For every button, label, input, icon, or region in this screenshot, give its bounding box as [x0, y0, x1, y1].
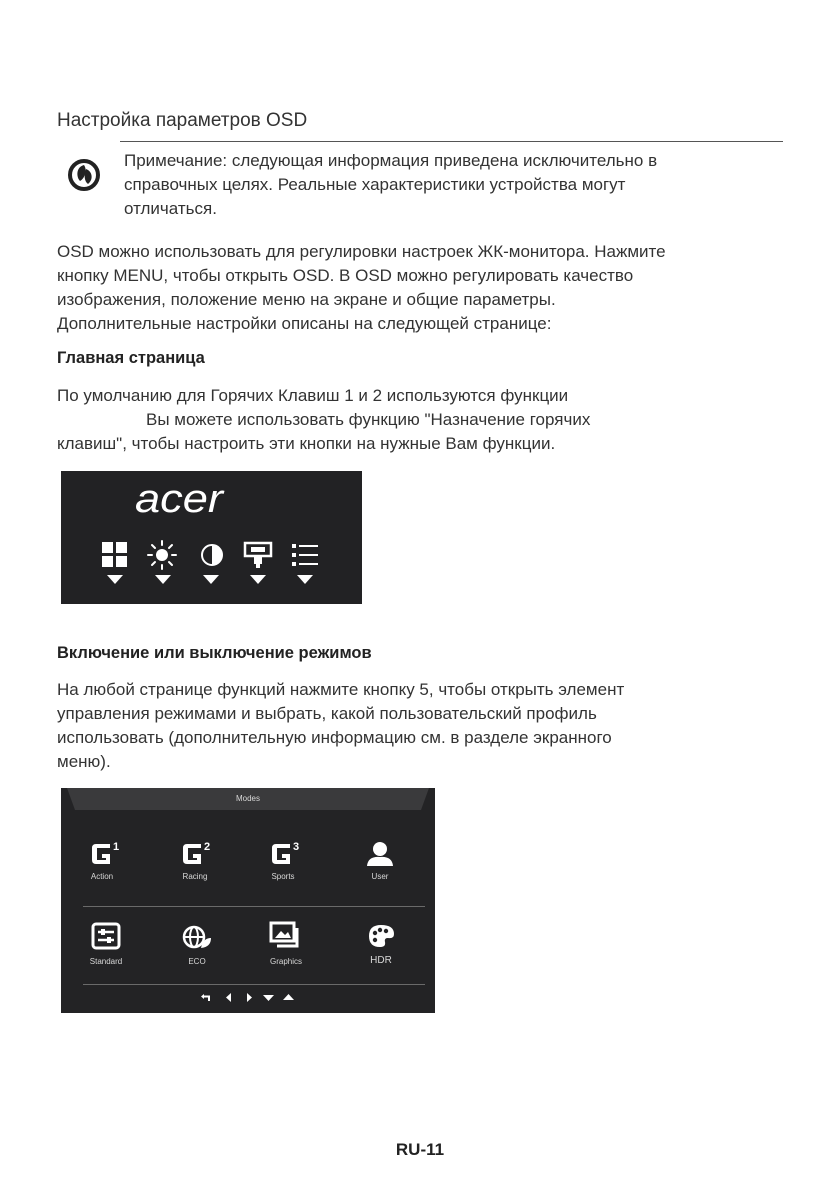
- hotkey-4-arrow-icon: [250, 575, 266, 585]
- mode-label-graphics: Graphics: [269, 957, 302, 966]
- acer-logo: [104, 478, 254, 522]
- mode-label-sports: Sports: [271, 872, 295, 881]
- osd-modes-panel: [61, 788, 435, 1013]
- grid-icon: [100, 540, 130, 570]
- intro-paragraph: OSD можно использовать для регулировки настроек ЖК-монитора. Нажмите кнопку MENU, чтобы открыть OSD. В OSD можно регулировать качество изображения, положение меню на экране и общие параметры. Дополнительные настройки описаны на следующей странице:: [57, 242, 666, 333]
- mode-graphics-icon[interactable]: [269, 920, 301, 952]
- mode-standard-icon[interactable]: [90, 920, 122, 952]
- mode-label-eco: ECO: [188, 957, 206, 966]
- mode-label-action: Action: [90, 872, 114, 881]
- hotkey-2-arrow-icon: [155, 575, 171, 585]
- svg-text:3: 3: [292, 841, 300, 853]
- svg-text:2: 2: [203, 841, 211, 853]
- note-text: Примечание: следующая информация приведена исключительно в справочных целях. Реальные характеристики устройства могут отличаться.: [124, 151, 658, 218]
- mode-action-icon[interactable]: [88, 838, 120, 870]
- back-icon[interactable]: [201, 993, 212, 1002]
- menu-list-icon: [290, 540, 320, 570]
- mode-user-icon[interactable]: [364, 838, 396, 870]
- modes-paragraph: На любой странице функций нажмите кнопку 5, чтобы открыть элемент управления режимами и выбрать, какой пользовательский профиль использовать (дополнительную информацию см. в разделе экранного меню).: [57, 680, 625, 771]
- page-number: RU-11: [395, 1140, 445, 1159]
- input-icon: [243, 540, 273, 570]
- brightness-icon: [147, 540, 177, 570]
- modes-nav-divider: [83, 984, 425, 985]
- right-arrow-icon[interactable]: [243, 993, 254, 1002]
- hotkey-1-arrow-icon: [107, 575, 123, 585]
- mode-sports-icon[interactable]: [268, 838, 300, 870]
- modes-title: Modes: [235, 794, 260, 803]
- hotkey-3-arrow-icon: [203, 575, 219, 585]
- mode-hdr-icon[interactable]: [365, 920, 397, 952]
- title-divider: [120, 141, 783, 142]
- heading-main-page: Главная страница: [57, 349, 205, 367]
- mode-label-hdr: HDR: [370, 955, 392, 966]
- svg-text:acer: acer: [135, 478, 225, 521]
- svg-text:1: 1: [112, 841, 120, 853]
- section-title: Настройка параметров OSD: [57, 110, 308, 131]
- heading-modes: Включение или выключение режимов: [57, 644, 372, 662]
- mode-label-standard: Standard: [89, 957, 123, 966]
- mode-racing-icon[interactable]: [179, 838, 211, 870]
- mode-label-racing: Racing: [182, 872, 208, 881]
- hotkey-5-arrow-icon: [297, 575, 313, 585]
- up-arrow-icon[interactable]: [283, 993, 294, 1002]
- down-arrow-icon[interactable]: [263, 993, 274, 1002]
- main-page-paragraph: По умолчанию для Горячих Клавиш 1 и 2 используются функции Вы можете использовать функцию "Назначение горячих клавиш", чтобы настроить эти кнопки на нужные Вам функции.: [57, 386, 591, 453]
- note-icon: [66, 157, 102, 193]
- contrast-icon: [197, 540, 227, 570]
- mode-label-user: User: [371, 872, 389, 881]
- mode-eco-icon[interactable]: [181, 922, 213, 954]
- modes-row-divider: [83, 906, 425, 907]
- left-arrow-icon[interactable]: [224, 993, 235, 1002]
